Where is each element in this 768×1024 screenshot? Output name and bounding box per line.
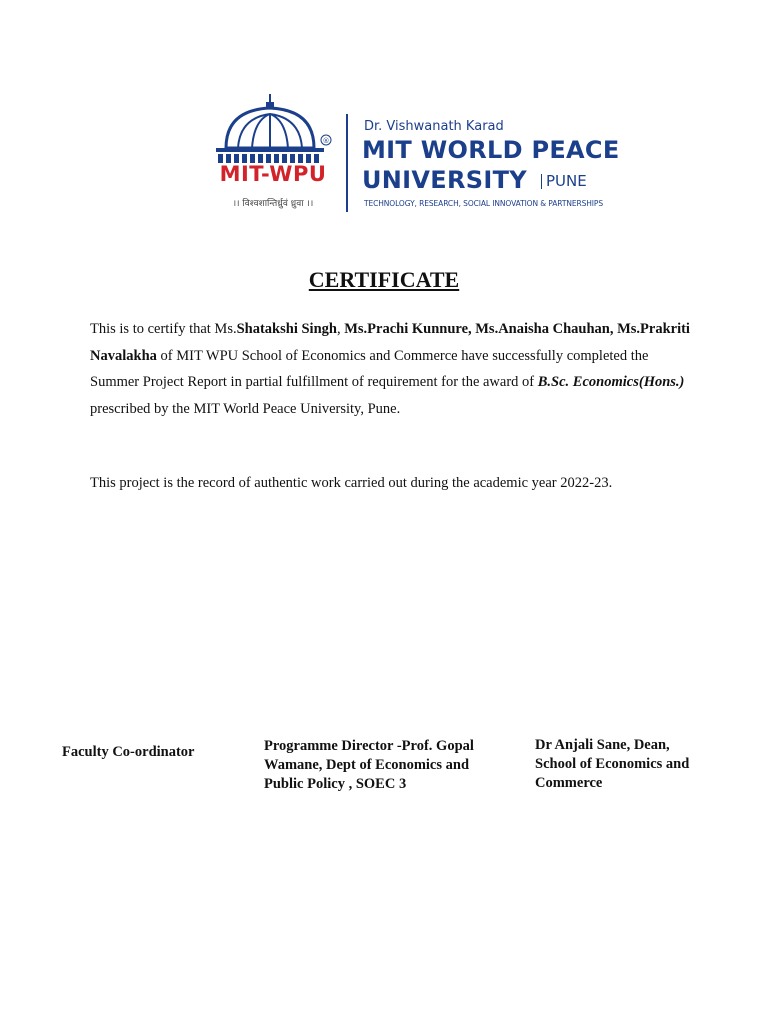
student-names: Ms.Prachi Kunnure, Ms.Anaisha Chauhan, Ms.Prakriti Navalakha <box>90 321 690 364</box>
logo-founder: Dr. Vishwanath Karad <box>364 119 504 134</box>
degree-name: B.Sc. Economics(Hons.) <box>537 374 685 390</box>
dean-signature: Dr Anjali Sane, Dean, School of Economics and Commerce <box>535 737 690 791</box>
university-logo <box>212 92 622 214</box>
certification-paragraph <box>90 316 690 422</box>
p1-text-1: This is to certify that Ms. <box>90 321 237 337</box>
logo-name-line1: MIT WORLD PEACE <box>362 136 620 164</box>
logo-divider <box>346 114 348 212</box>
certificate-heading: CERTIFICATE <box>308 267 460 292</box>
logo-city: PUNE <box>541 174 587 189</box>
p1-text-2: , <box>336 321 345 337</box>
faculty-coordinator-signature: Faculty Co-ordinator <box>62 744 195 760</box>
p1-text-3: of MIT WPU School of Economics and Commerce have successfully completed the Summer Project Report in partial fulfillment of requirement for the award of <box>90 347 649 390</box>
student-name-1: Shatakshi Singh <box>236 321 337 337</box>
logo-tagline: TECHNOLOGY, RESEARCH, SOCIAL INNOVATION & PARTNERSHIPS <box>364 199 603 208</box>
dome-emblem-icon <box>212 92 342 170</box>
registered-mark: ® <box>322 137 330 145</box>
logo-name-line2: UNIVERSITY <box>362 166 527 194</box>
logo-motto: ।। विश्वशान्तिर्ध्रुवं ध्रुवा ।। <box>232 199 314 209</box>
logo-mark-text: MIT-WPU <box>219 162 327 186</box>
p1-text-4: prescribed by the MIT World Peace University, Pune. <box>90 400 401 417</box>
programme-director-signature: Programme Director -Prof. Gopal Wamane, Dept of Economics and Public Policy , SOEC 3 <box>264 738 474 792</box>
record-paragraph: This project is the record of authentic work carried out during the academic year 2022-23. <box>90 475 613 491</box>
